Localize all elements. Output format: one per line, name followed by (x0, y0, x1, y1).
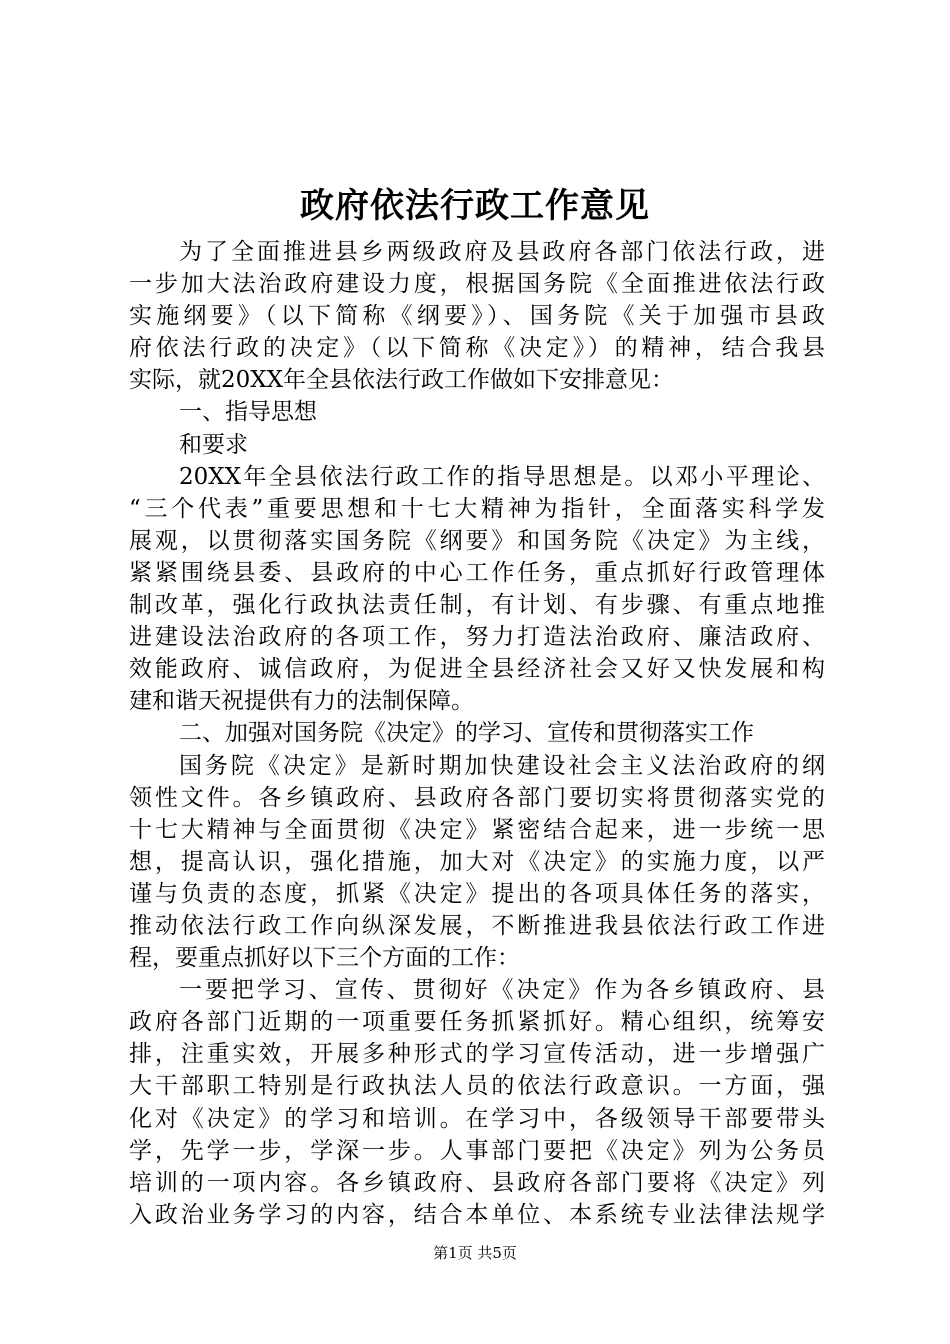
body-line: 为了全面推进县乡两级政府及县政府各部门依法行政，进 (179, 239, 825, 265)
body-line: 国务院《决定》是新时期加快建设社会主义法治政府的纲 (179, 752, 825, 779)
body-line: 20XX年全县依法行政工作的指导思想是。以邓小平理论、 (179, 463, 825, 490)
document-title: 政府依法行政工作意见 (300, 186, 650, 226)
body-line: 效能政府、诚信政府，为促进全县经济社会又好又快发展和构 (129, 656, 825, 683)
body-line: 大干部职工特别是行政执法人员的依法行政意识。一方面，强 (129, 1073, 825, 1100)
body-line: 程，要重点抓好以下三个方面的工作： (129, 945, 520, 972)
body-line: 府依法行政的决定》（以下简称《决定》）的精神，结合我县 (129, 335, 825, 362)
body-line: 一要把学习、宣传、贯彻好《决定》作为各乡镇政府、县 (179, 977, 825, 1004)
body-line: 制改革，强化行政执法责任制，有计划、有步骤、有重点地推 (129, 592, 825, 619)
body-line: 培训的一项内容。各乡镇政府、县政府各部门要将《决定》列 (129, 1169, 825, 1196)
body-line: 一步加大法治政府建设力度，根据国务院《全面推进依法行政 (129, 271, 825, 298)
page-footer: 第1页 共5页 (433, 1244, 517, 1262)
body-line: 政府各部门近期的一项重要任务抓紧抓好。精心组织，统筹安 (129, 1009, 825, 1036)
body-line: 领性文件。各乡镇政府、县政府各部门要切实将贯彻落实党的 (129, 784, 825, 811)
body-line: 和要求 (179, 431, 248, 458)
body-line: 展观，以贯彻落实国务院《纲要》和国务院《决定》为主线， (129, 527, 825, 554)
body-line: 排，注重实效，开展多种形式的学习宣传活动，进一步增强广 (129, 1041, 825, 1068)
body-line: 学，先学一步，学深一步。人事部门要把《决定》列为公务员 (129, 1137, 825, 1164)
body-line: 想，提高认识，强化措施，加大对《决定》的实施力度，以严 (129, 848, 825, 875)
body-line: 化对《决定》的学习和培训。在学习中，各级领导干部要带头 (129, 1105, 825, 1132)
body-line: 实施纲要》（以下简称《纲要》）、国务院《关于加强市县政 (129, 303, 825, 330)
body-line: 实际，就20XX年全县依法行政工作做如下安排意见： (129, 367, 675, 394)
body-line: 紧紧围绕县委、县政府的中心工作任务，重点抓好行政管理体 (129, 559, 825, 586)
body-line: 推动依法行政工作向纵深发展，不断推进我县依法行政工作进 (129, 912, 825, 939)
body-line: 二、加强对国务院《决定》的学习、宣传和贯彻落实工作 (179, 720, 754, 747)
body-line: “三个代表”重要思想和十七大精神为指针，全面落实科学发 (129, 495, 825, 522)
body-line: 入政治业务学习的内容，结合本单位、本系统专业法律法规学 (129, 1201, 825, 1228)
document-body (129, 236, 825, 1231)
body-line: 建和谐天祝提供有力的法制保障。 (129, 688, 474, 715)
body-line: 一、指导思想 (179, 399, 317, 426)
body-line: 谨与负责的态度，抓紧《决定》提出的各项具体任务的落实， (129, 880, 825, 907)
body-line: 进建设法治政府的各项工作，努力打造法治政府、廉洁政府、 (129, 624, 825, 651)
body-line: 十七大精神与全面贯彻《决定》紧密结合起来，进一步统一思 (129, 816, 825, 843)
